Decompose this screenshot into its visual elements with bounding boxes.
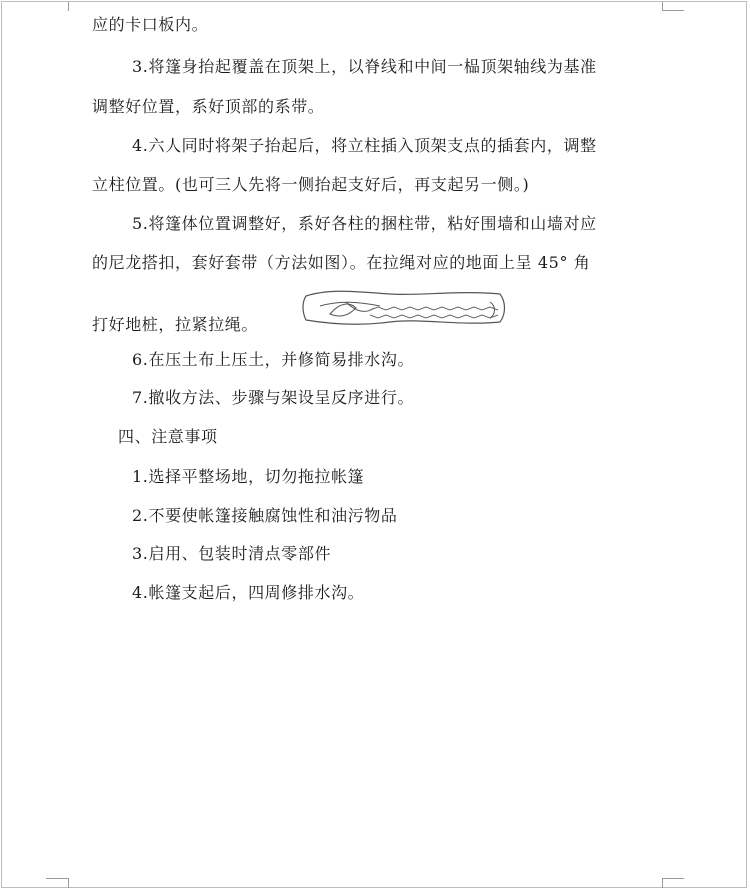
strap-lacing-diagram-icon bbox=[300, 284, 510, 330]
text-line: 应的卡口板内。 bbox=[92, 15, 209, 34]
text-line: 3.将篷身抬起覆盖在顶架上，以脊线和中间一榀顶架轴线为基准 bbox=[132, 57, 597, 76]
text-line: 5.将篷体位置调整好，系好各柱的捆柱带，粘好围墙和山墙对应 bbox=[132, 214, 597, 233]
crop-mark-bottom-right bbox=[662, 878, 663, 888]
text-line: 4.六人同时将架子抬起后，将立柱插入顶架支点的插套内，调整 bbox=[132, 136, 597, 155]
text-line: 6.在压土布上压土，并修简易排水沟。 bbox=[132, 350, 415, 369]
text-line: 的尼龙搭扣，套好套带（方法如图）。在拉绳对应的地面上呈 45° 角 bbox=[92, 253, 591, 272]
text-line: 7.撤收方法、步骤与架设呈反序进行。 bbox=[132, 388, 415, 407]
crop-mark-bottom-right-h bbox=[662, 878, 684, 879]
list-item: 4.帐篷支起后，四周修排水沟。 bbox=[132, 583, 365, 602]
list-item: 2.不要使帐篷接触腐蚀性和油污物品 bbox=[132, 506, 398, 525]
list-item: 3.启用、包装时清点零部件 bbox=[132, 544, 332, 563]
crop-mark-top-right-h bbox=[662, 10, 684, 11]
section-heading: 四、注意事项 bbox=[118, 427, 218, 446]
document-page bbox=[1, 1, 747, 888]
list-item: 1.选择平整场地，切勿拖拉帐篷 bbox=[132, 467, 365, 486]
text-line: 调整好位置，系好顶部的系带。 bbox=[92, 97, 325, 116]
text-line: 立柱位置。(也可三人先将一侧抬起支好后，再支起另一侧。) bbox=[92, 175, 530, 194]
text-line: 打好地桩，拉紧拉绳。 bbox=[92, 315, 259, 334]
crop-mark-bottom-left-h bbox=[46, 878, 68, 879]
crop-mark-top-left bbox=[68, 2, 69, 11]
crop-mark-bottom-left bbox=[68, 878, 69, 888]
